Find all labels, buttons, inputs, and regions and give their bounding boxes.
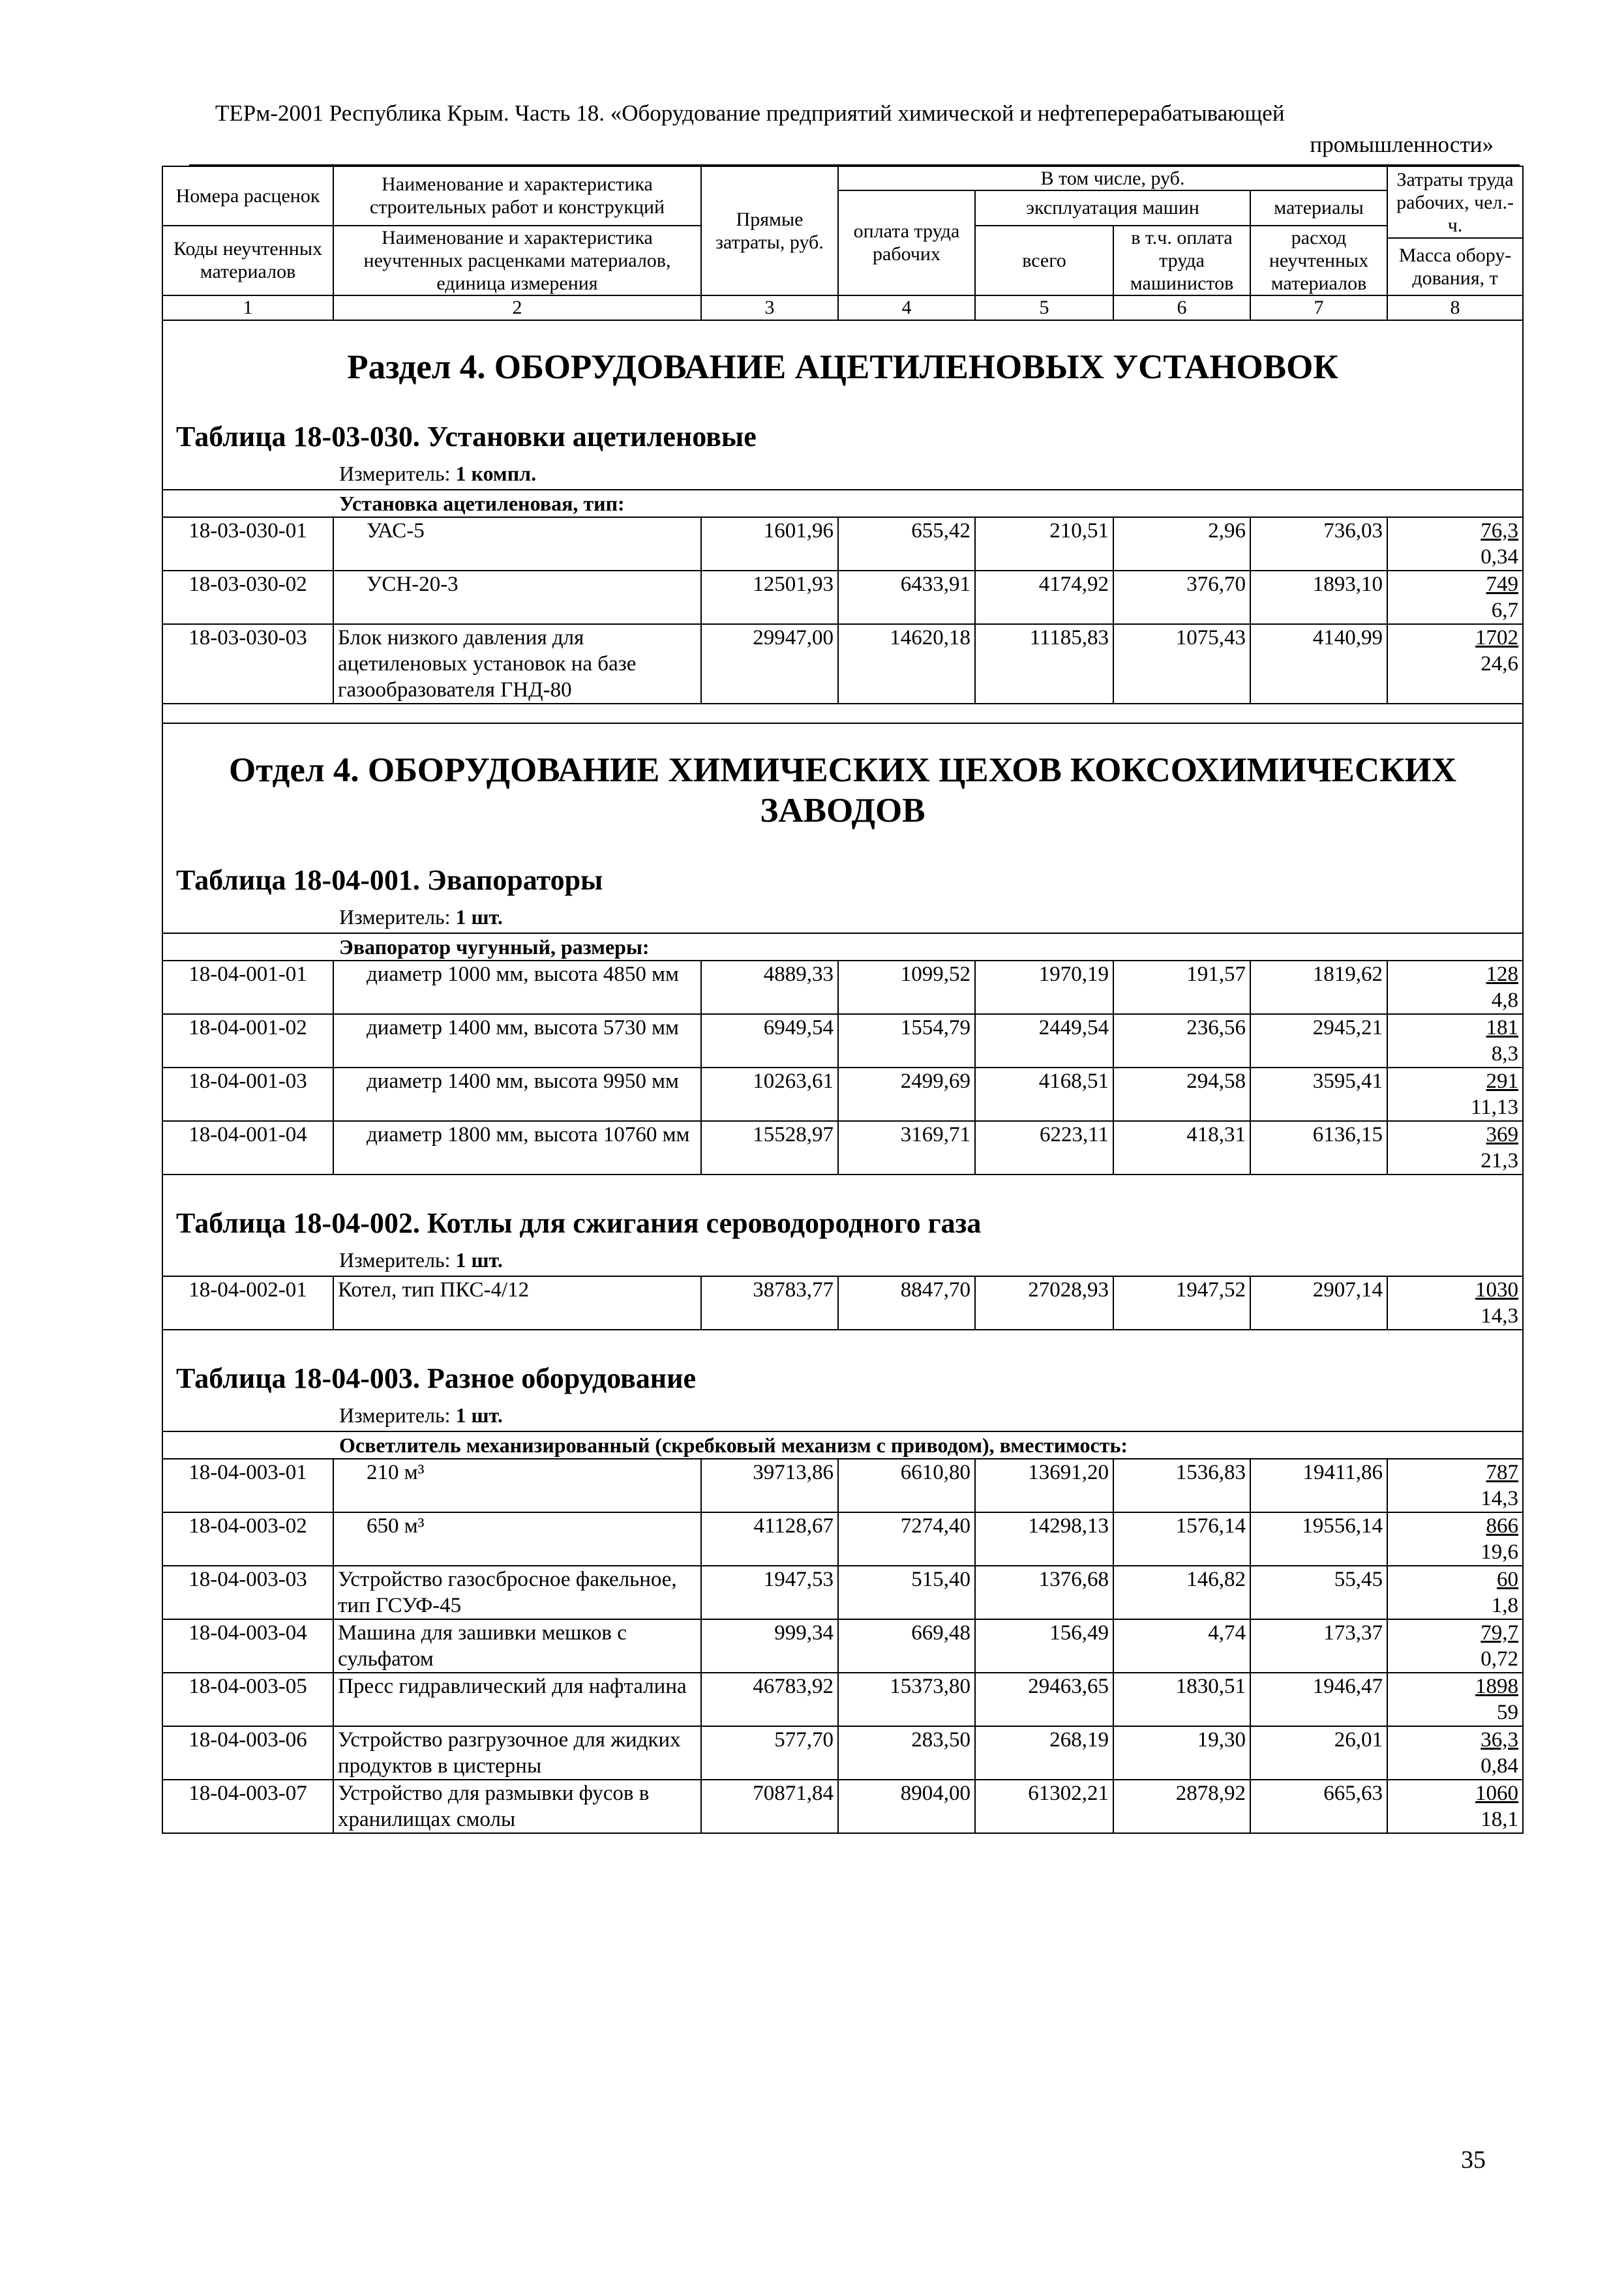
- labor-hours: 1060: [1475, 1781, 1519, 1805]
- machines-total: 13691,20: [975, 1459, 1113, 1512]
- materials-cost: 19411,86: [1250, 1459, 1387, 1512]
- measure: [162, 1402, 1523, 1431]
- materials-cost: 736,03: [1250, 517, 1387, 571]
- direct-cost: 1947,53: [701, 1566, 838, 1619]
- table-title: Таблица 18-04-001. Эвапораторы: [162, 850, 1523, 904]
- rate-code: 18-04-001-04: [162, 1121, 333, 1174]
- measure-value: 1 компл.: [455, 461, 537, 485]
- direct-cost: 38783,77: [701, 1276, 838, 1330]
- table-row: [162, 517, 1523, 571]
- section-row: [162, 723, 1523, 850]
- equipment-mass: 14,3: [1481, 1304, 1519, 1328]
- labor-cost: 8904,00: [838, 1780, 975, 1833]
- machinists-labor: 1576,14: [1113, 1512, 1250, 1566]
- rate-name: диаметр 1400 мм, высота 9950 мм: [333, 1068, 701, 1121]
- col6-header: в т.ч. оплата труда машинистов: [1113, 226, 1250, 295]
- direct-cost: 29947,00: [701, 624, 838, 704]
- equipment-mass: 14,3: [1481, 1486, 1519, 1510]
- labor-hours: 1898: [1475, 1674, 1519, 1698]
- rate-code: 18-04-003-05: [162, 1673, 333, 1726]
- col7-header: расход неучтенных материалов: [1250, 226, 1387, 295]
- table-row: [162, 1566, 1523, 1619]
- header-row-1: [162, 166, 1523, 190]
- header-line-1: ТЕРм-2001 Республика Крым. Часть 18. «Оборудование предприятий химической и нефтеперерабатывающей: [215, 100, 1285, 126]
- direct-cost: 10263,61: [701, 1068, 838, 1121]
- equipment-mass: 0,84: [1481, 1754, 1519, 1778]
- measure-row: [162, 1402, 1523, 1431]
- rate-code: 18-04-003-01: [162, 1459, 333, 1512]
- col-num: 3: [701, 295, 838, 320]
- measure-value: 1 шт.: [455, 1403, 503, 1427]
- header-line-2: промышленности»: [1310, 132, 1494, 157]
- table-row: [162, 624, 1523, 704]
- direct-cost: 15528,97: [701, 1121, 838, 1174]
- table-row: [162, 1121, 1523, 1174]
- equipment-mass: 24,6: [1481, 651, 1519, 676]
- materials-cost: 1946,47: [1250, 1673, 1387, 1726]
- col-num: 6: [1113, 295, 1250, 320]
- machinists-labor: 294,58: [1113, 1068, 1250, 1121]
- rate-code: 18-04-001-02: [162, 1014, 333, 1068]
- materials-cost: 173,37: [1250, 1619, 1387, 1673]
- rate-name: Пресс гидравлический для нафталина: [333, 1673, 701, 1726]
- labor-cost: 655,42: [838, 517, 975, 571]
- machinists-labor: 418,31: [1113, 1121, 1250, 1174]
- section-row: [162, 320, 1523, 407]
- rate-name: диаметр 1000 мм, высота 4850 мм: [333, 961, 701, 1014]
- labor-hours: 291: [1486, 1069, 1519, 1093]
- rate-code: 18-03-030-02: [162, 571, 333, 624]
- labor-hours: 1030: [1475, 1278, 1519, 1302]
- equipment-mass: 6,7: [1491, 598, 1519, 622]
- table-title: Таблица 18-04-002. Котлы для сжигания сероводородного газа: [162, 1193, 1523, 1247]
- machinists-labor: 191,57: [1113, 961, 1250, 1014]
- labor-hours-mass: [1387, 1014, 1523, 1068]
- rate-name: УАС-5: [333, 517, 701, 571]
- rate-code: 18-03-030-03: [162, 624, 333, 704]
- equipment-mass: 0,72: [1481, 1647, 1519, 1671]
- equipment-mass: 1,8: [1491, 1593, 1519, 1617]
- page-header: [215, 98, 1494, 160]
- measure-row: [162, 460, 1523, 490]
- machines-header: эксплуатация машин: [975, 190, 1250, 226]
- measure-label: Измеритель:: [339, 461, 451, 485]
- labor-hours: 36,3: [1481, 1728, 1519, 1752]
- machinists-labor: 4,74: [1113, 1619, 1250, 1673]
- labor-hours: 128: [1486, 962, 1519, 986]
- labor-hours-mass: [1387, 624, 1523, 704]
- machinists-labor: 236,56: [1113, 1014, 1250, 1068]
- labor-hours: 1702: [1475, 625, 1519, 650]
- machines-total: 4174,92: [975, 571, 1113, 624]
- rate-name: диаметр 1800 мм, высота 10760 мм: [333, 1121, 701, 1174]
- table-row: [162, 1780, 1523, 1833]
- labor-hours-mass: [1387, 1566, 1523, 1619]
- machines-total: 14298,13: [975, 1512, 1113, 1566]
- rate-name: УСН-20-3: [333, 571, 701, 624]
- column-numbers-row: [162, 295, 1523, 320]
- equipment-mass: 18,1: [1481, 1807, 1519, 1831]
- direct-cost: 70871,84: [701, 1780, 838, 1833]
- rate-code: 18-04-001-03: [162, 1068, 333, 1121]
- machinists-labor: 376,70: [1113, 571, 1250, 624]
- table-title: Таблица 18-04-003. Разное оборудование: [162, 1349, 1523, 1402]
- section-title: Отдел 4. ОБОРУДОВАНИЕ ХИМИЧЕСКИХ ЦЕХОВ КОКСОХИМИЧЕСКИХ ЗАВОДОВ: [162, 723, 1523, 850]
- measure: [162, 1247, 1523, 1276]
- machinists-labor: 146,82: [1113, 1566, 1250, 1619]
- machinists-labor: 19,30: [1113, 1726, 1250, 1780]
- direct-cost: 39713,86: [701, 1459, 838, 1512]
- col2-bottom: Наименование и характеристика неучтенных расценками материалов, единица измерения: [333, 226, 701, 295]
- labor-hours-mass: [1387, 1673, 1523, 1726]
- section-title: Раздел 4. ОБОРУДОВАНИЕ АЦЕТИЛЕНОВЫХ УСТАНОВОК: [162, 320, 1523, 407]
- labor-cost: 3169,71: [838, 1121, 975, 1174]
- materials-cost: 2945,21: [1250, 1014, 1387, 1068]
- col-num: 2: [333, 295, 701, 320]
- measure: [162, 904, 1523, 933]
- machines-total: 27028,93: [975, 1276, 1113, 1330]
- materials-cost: 3595,41: [1250, 1068, 1387, 1121]
- rate-name: Устройство для размывки фусов в хранилищах смолы: [333, 1780, 701, 1833]
- table-row: [162, 1726, 1523, 1780]
- materials-cost: 4140,99: [1250, 624, 1387, 704]
- machines-total: 6223,11: [975, 1121, 1113, 1174]
- measure-label: Измеритель:: [339, 905, 451, 929]
- labor-cost: 8847,70: [838, 1276, 975, 1330]
- machines-total: 11185,83: [975, 624, 1113, 704]
- materials-cost: 2907,14: [1250, 1276, 1387, 1330]
- group-row: [162, 490, 1523, 517]
- rate-code: 18-04-003-02: [162, 1512, 333, 1566]
- table-title-row: [162, 850, 1523, 904]
- labor-hours: 369: [1486, 1122, 1519, 1146]
- group-row: [162, 933, 1523, 961]
- labor-hours: 76,3: [1481, 518, 1519, 543]
- table-row: [162, 1619, 1523, 1673]
- equipment-mass: 59: [1497, 1700, 1519, 1724]
- measure-row: [162, 1247, 1523, 1276]
- materials-cost: 19556,14: [1250, 1512, 1387, 1566]
- labor-hours-mass: [1387, 517, 1523, 571]
- machines-total: 2449,54: [975, 1014, 1113, 1068]
- col1-top: Номера расценок: [162, 166, 333, 226]
- rate-code: 18-04-001-01: [162, 961, 333, 1014]
- labor-cost: 1099,52: [838, 961, 975, 1014]
- measure-label: Измеритель:: [339, 1403, 451, 1427]
- group-title: Эвапоратор чугунный, размеры:: [162, 933, 1523, 961]
- materials-cost: 1819,62: [1250, 961, 1387, 1014]
- labor-hours-mass: [1387, 1459, 1523, 1512]
- machines-total: 29463,65: [975, 1673, 1113, 1726]
- table-row: [162, 571, 1523, 624]
- col-num: 8: [1387, 295, 1523, 320]
- equipment-mass: 11,13: [1471, 1095, 1519, 1119]
- materials-cost: 665,63: [1250, 1780, 1387, 1833]
- labor-hours-mass: [1387, 1276, 1523, 1330]
- rate-code: 18-04-002-01: [162, 1276, 333, 1330]
- col3-header: Прямые затраты, руб.: [701, 166, 838, 295]
- labor-hours: 866: [1486, 1514, 1519, 1538]
- table-title: Таблица 18-03-030. Установки ацетиленовые: [162, 407, 1523, 460]
- labor-cost: 283,50: [838, 1726, 975, 1780]
- document-body: [162, 166, 1522, 1834]
- table-row: [162, 1459, 1523, 1512]
- group-title: Осветлитель механизированный (скребковый механизм с приводом), вместимость:: [162, 1431, 1523, 1459]
- rate-name: Устройство разгрузочное для жидких продуктов в цистерны: [333, 1726, 701, 1780]
- materials-header: материалы: [1250, 190, 1387, 226]
- table-title-row: [162, 407, 1523, 460]
- labor-hours-mass: [1387, 571, 1523, 624]
- direct-cost: 41128,67: [701, 1512, 838, 1566]
- labor-hours-mass: [1387, 1780, 1523, 1833]
- rate-name: Устройство газосбросное факельное, тип ГСУФ-45: [333, 1566, 701, 1619]
- labor-hours-mass: [1387, 961, 1523, 1014]
- labor-hours: 749: [1486, 572, 1519, 596]
- table-row: [162, 1512, 1523, 1566]
- rate-code: 18-04-003-04: [162, 1619, 333, 1673]
- measure-label: Измеритель:: [339, 1248, 451, 1272]
- direct-cost: 12501,93: [701, 571, 838, 624]
- table-row: [162, 961, 1523, 1014]
- labor-cost: 2499,69: [838, 1068, 975, 1121]
- spacer: [162, 1174, 1523, 1193]
- machinists-labor: 1947,52: [1113, 1276, 1250, 1330]
- table-row: [162, 1014, 1523, 1068]
- labor-hours: 181: [1486, 1015, 1519, 1040]
- spacer: [162, 704, 1523, 723]
- col8-bottom: Масса обору-дования, т: [1387, 238, 1523, 295]
- machinists-labor: 1536,83: [1113, 1459, 1250, 1512]
- equipment-mass: 21,3: [1481, 1148, 1519, 1173]
- machines-total: 156,49: [975, 1619, 1113, 1673]
- labor-hours: 79,7: [1481, 1621, 1519, 1645]
- rate-name: Котел, тип ПКС-4/12: [333, 1276, 701, 1330]
- table-row: [162, 1276, 1523, 1330]
- labor-hours-mass: [1387, 1512, 1523, 1566]
- group-row: [162, 1431, 1523, 1459]
- labor-hours: 787: [1486, 1460, 1519, 1484]
- table-row: [162, 1673, 1523, 1726]
- table-body: [162, 166, 1523, 1833]
- machines-total: 1376,68: [975, 1566, 1113, 1619]
- measure-row: [162, 904, 1523, 933]
- materials-cost: 55,45: [1250, 1566, 1387, 1619]
- spacer-row: [162, 1174, 1523, 1193]
- page-number: 35: [1461, 2146, 1486, 2174]
- spacer-row: [162, 1330, 1523, 1349]
- measure-value: 1 шт.: [455, 905, 503, 929]
- machines-total: 210,51: [975, 517, 1113, 571]
- direct-cost: 577,70: [701, 1726, 838, 1780]
- machines-total: 268,19: [975, 1726, 1113, 1780]
- labor-hours-mass: [1387, 1726, 1523, 1780]
- machinists-labor: 1830,51: [1113, 1673, 1250, 1726]
- col-num: 5: [975, 295, 1113, 320]
- rate-name: 210 м³: [333, 1459, 701, 1512]
- rate-code: 18-03-030-01: [162, 517, 333, 571]
- machinists-labor: 2,96: [1113, 517, 1250, 571]
- labor-hours-mass: [1387, 1619, 1523, 1673]
- col4-header: оплата труда рабочих: [838, 190, 975, 295]
- col-num: 4: [838, 295, 975, 320]
- equipment-mass: 0,34: [1481, 545, 1519, 569]
- rate-code: 18-04-003-03: [162, 1566, 333, 1619]
- labor-cost: 1554,79: [838, 1014, 975, 1068]
- materials-cost: 26,01: [1250, 1726, 1387, 1780]
- rate-name: 650 м³: [333, 1512, 701, 1566]
- labor-cost: 6433,91: [838, 571, 975, 624]
- col-num: 7: [1250, 295, 1387, 320]
- measure-value: 1 шт.: [455, 1248, 503, 1272]
- rate-code: 18-04-003-07: [162, 1780, 333, 1833]
- direct-cost: 1601,96: [701, 517, 838, 571]
- col-num: 1: [162, 295, 333, 320]
- labor-cost: 7274,40: [838, 1512, 975, 1566]
- labor-cost: 515,40: [838, 1566, 975, 1619]
- rate-name: Машина для зашивки мешков с сульфатом: [333, 1619, 701, 1673]
- machines-total: 1970,19: [975, 961, 1113, 1014]
- rate-code: 18-04-003-06: [162, 1726, 333, 1780]
- spacer: [162, 1330, 1523, 1349]
- rate-name: Блок низкого давления для ацетиленовых установок на базе газообразователя ГНД-80: [333, 624, 701, 704]
- spacer-row: [162, 704, 1523, 723]
- materials-cost: 6136,15: [1250, 1121, 1387, 1174]
- labor-hours-mass: [1387, 1121, 1523, 1174]
- labor-cost: 14620,18: [838, 624, 975, 704]
- incl-header: В том числе, руб.: [838, 166, 1387, 190]
- rates-table: [162, 166, 1524, 1834]
- labor-cost: 669,48: [838, 1619, 975, 1673]
- group-title: Установка ацетиленовая, тип:: [162, 490, 1523, 517]
- col8-top: Затраты труда рабочих, чел.-ч.: [1387, 166, 1523, 238]
- direct-cost: 999,34: [701, 1619, 838, 1673]
- direct-cost: 6949,54: [701, 1014, 838, 1068]
- col2-top: Наименование и характеристика строительных работ и конструкций: [333, 166, 701, 226]
- table-row: [162, 1068, 1523, 1121]
- labor-cost: 15373,80: [838, 1673, 975, 1726]
- equipment-mass: 19,6: [1481, 1540, 1519, 1564]
- equipment-mass: 8,3: [1491, 1041, 1519, 1066]
- direct-cost: 46783,92: [701, 1673, 838, 1726]
- machinists-labor: 2878,92: [1113, 1780, 1250, 1833]
- col1-bottom: Коды неучтенных материалов: [162, 226, 333, 295]
- machines-total: 4168,51: [975, 1068, 1113, 1121]
- machines-total: 61302,21: [975, 1780, 1113, 1833]
- labor-hours-mass: [1387, 1068, 1523, 1121]
- col5-header: всего: [975, 226, 1113, 295]
- direct-cost: 4889,33: [701, 961, 838, 1014]
- machinists-labor: 1075,43: [1113, 624, 1250, 704]
- equipment-mass: 4,8: [1491, 988, 1519, 1012]
- rate-name: диаметр 1400 мм, высота 5730 мм: [333, 1014, 701, 1068]
- labor-cost: 6610,80: [838, 1459, 975, 1512]
- table-title-row: [162, 1349, 1523, 1402]
- table-title-row: [162, 1193, 1523, 1247]
- labor-hours: 60: [1497, 1567, 1519, 1591]
- materials-cost: 1893,10: [1250, 571, 1387, 624]
- measure: [162, 460, 1523, 490]
